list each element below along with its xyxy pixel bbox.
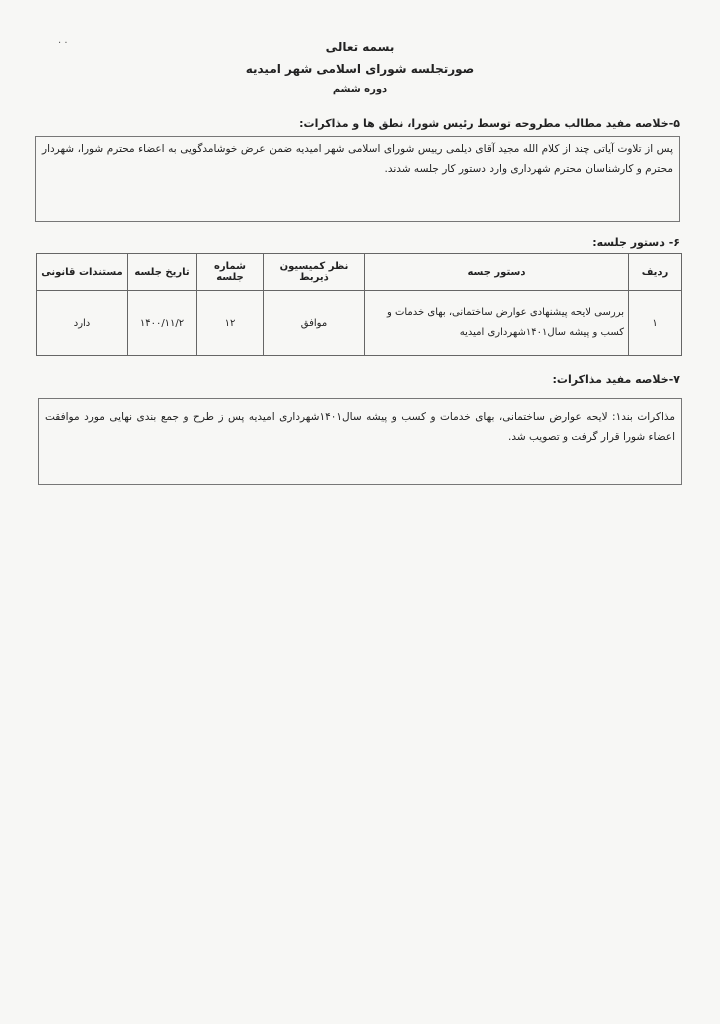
scan-mark: · · — [58, 38, 68, 49]
table-header-row — [37, 254, 682, 291]
table-row — [37, 291, 682, 356]
cell-row: ۱ — [629, 291, 682, 356]
document-title: صورتجلسه شورای اسلامی شهر امیدیه — [245, 62, 475, 76]
invocation: بسمه تعالی — [325, 40, 395, 54]
cell-topic: بررسی لایحه پیشنهادی عوارض ساختمانی، بهای خدمات و کسب و پیشه سال۱۴۰۱شهرداری امیدیه — [365, 291, 629, 356]
cell-commission: موافق — [264, 291, 365, 356]
agenda-table — [36, 253, 682, 356]
col-commission: نظر کمیسیون ذیربط — [264, 254, 365, 291]
col-legal: مستندات قانونی — [37, 254, 128, 291]
section7-body: مذاکرات بند۱: لایحه عوارض ساختمانی، بهای خدمات و کسب و پیشه سال۱۴۰۱شهرداری امیدیه پس ز طرح و جمع بندی نهایی مورد موافقت اعضاء شورا قرار گرفت و تصویب شد. — [38, 398, 682, 485]
cell-session-no: ۱۲ — [197, 291, 264, 356]
col-topic: دستور جسه — [365, 254, 629, 291]
section6-heading: ۶- دستور جلسه: — [592, 236, 680, 249]
col-session-no: شماره جلسه — [197, 254, 264, 291]
col-date: تاریخ جلسه — [128, 254, 197, 291]
cell-date: ۱۴۰۰/۱۱/۲ — [128, 291, 197, 356]
col-row: ردیف — [629, 254, 682, 291]
council-term: دوره ششم — [332, 84, 388, 95]
section5-heading: ۵-خلاصه مفید مطالب مطروحه توسط رئیس شورا، نطق ها و مذاکرات: — [299, 117, 680, 130]
cell-legal: دارد — [37, 291, 128, 356]
section5-body: پس از تلاوت آیاتی چند از کلام الله مجید آقای دیلمی رییس شورای اسلامی شهر امیدیه ضمن عرض خوشامدگویی به اعضاء محترم شورا، شهردار محترم و کارشناسان محترم شهرداری وارد دستور کار جلسه شدند. — [35, 136, 680, 222]
section7-heading: ۷-خلاصه مفید مذاکرات: — [552, 373, 680, 386]
